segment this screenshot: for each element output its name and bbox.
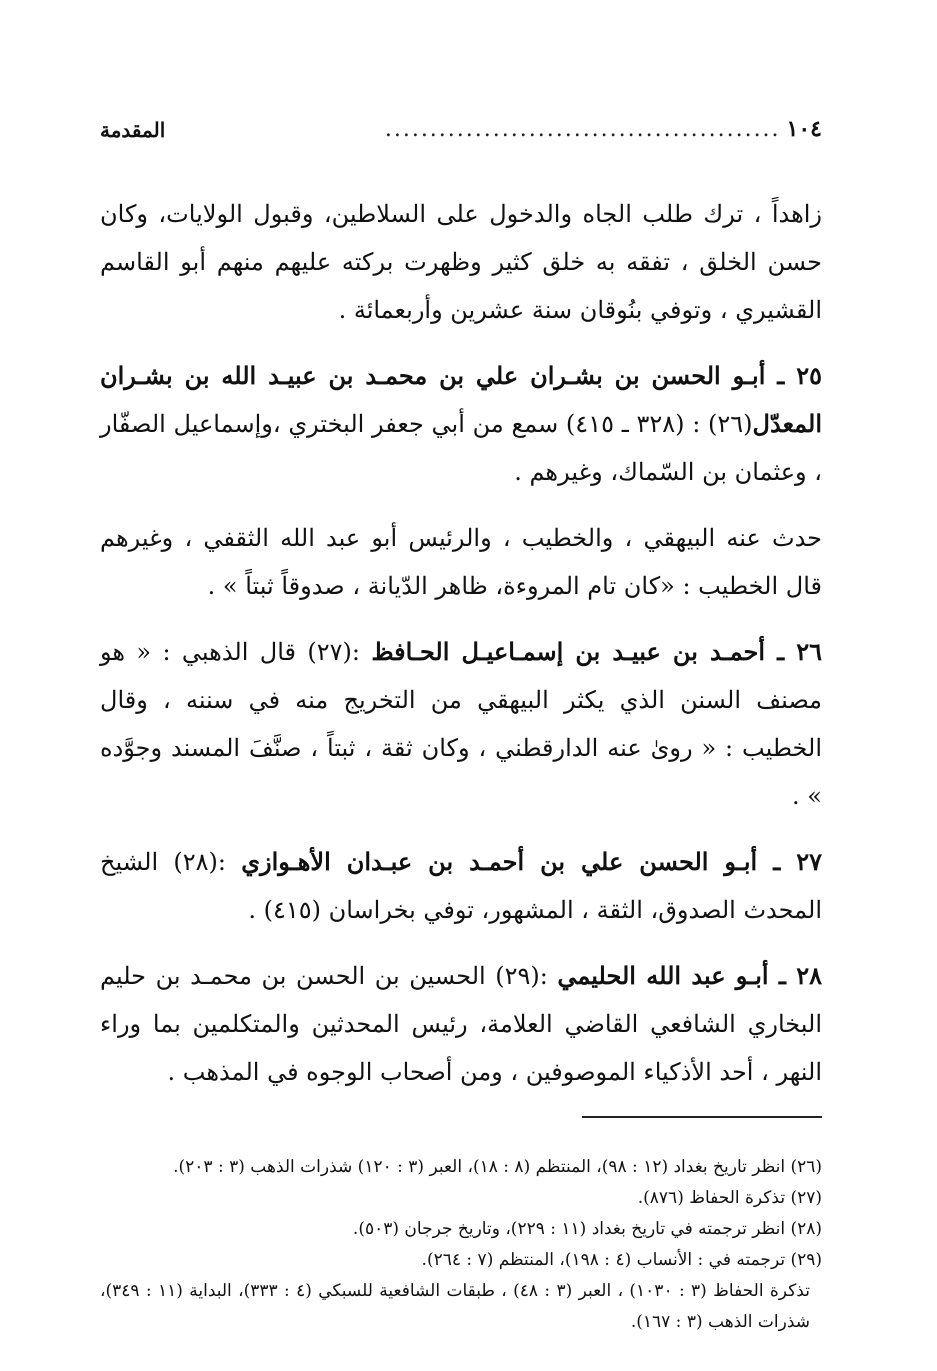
entry-27-text: :(٢٨) الشيخ المحدث الصدوق، الثقة ، المشهور، توفي بخراسان (٤١٥) . [100,848,822,924]
footnote-29: (٢٩) ترجمته في : الأنساب (٤ : ١٩٨)، المنتظم (٧ : ٢٦٤). [421,1250,822,1270]
footnote-28: (٢٨) انظر ترجمته في تاريخ بغداد (١١ : ٢٢٩)، وتاريخ جرجان (٥٠٣). [352,1219,822,1239]
entry-25-text: (٢٦) : (٣٢٨ ـ ٤١٥) سمع من أبي جعفر البختري ،وإسماعيل الصفّار ، وعثمان بن السّماك، وغيرهم . [100,410,822,486]
header-leader-dots: ............................................ [384,117,781,142]
running-header [100,100,822,142]
entry-27-title: ٢٧ ـ أبـو الحسن علي بن أحمـد بن عبـدان الأهـوازي [241,847,822,876]
footnotes [100,1152,822,1338]
entry-26-text: :(٢٧) قال الذهبي : « هو مصنف السنن الذي يكثر البيهقي من التخريج منه في سننه ، وقال الخطيب : « روىٰ عنه الدارقطني ، وكان ثقة ، ثبتاً ، صنَّفَ المسند وجوَّده » . [100,638,822,810]
entry-26-title: ٢٦ ـ أحمـد بن عبيـد بن إسمـاعيـل الحـافظ [371,637,822,666]
footnote-27: (٢٧) تذكرة الحفاظ (٨٧٦). [637,1188,822,1208]
footnote-divider [582,1116,822,1118]
main-text [100,190,822,1096]
paragraph-1-text: زاهداً ، ترك طلب الجاه والدخول على السلاطين، وقبول الولايات، وكان حسن الخلق ، تفقه به خلق كثير وظهرت بركته عليهم منهم أبو القاسم القشيري ، وتوفي بنُوقان سنة عشرين وأربعمائة . [100,200,822,324]
entry-28-title: ٢٨ ـ أبـو عبد الله الحليمي [557,961,822,990]
footnote-26: (٢٦) انظر تاريخ بغداد (١٢ : ٩٨)، المنتظم (٨ : ١٨)، العبر (٣ : ١٢٠) شذرات الذهب (٣ : ٢٠٣). [173,1157,822,1177]
paragraph-1 [100,190,822,334]
entry-28-text: :(٢٩) الحسين بن الحسن بن محمـد بن حليم البخاري الشافعي القاضي العلامة، رئيس المحدثين والمتكلمين بما وراء النهر ، أحد الأذكياء الموصوفين ، ومن أصحاب الوجوه في المذهب . [100,962,822,1086]
entry-25-title: ٢٥ ـ أبـو الحسن بن بشـران علي بن محمـد بن عبيـد الله بن بشـران المعدّل [100,361,823,438]
footnote-29-continued: تذكرة الحفاظ (٣ : ١٠٣٠) ، العبر (٣ : ٤٨) ، طبقات الشافعية للسبكي (٤ : ٣٣٣)، البداية (١١ : ٣٤٩)، شذرات الذهب (٣ : ١٦٧). [100,1281,810,1332]
entry-28 [100,952,822,1096]
page-number: ١٠٤ [786,116,822,142]
book-page [100,100,822,1338]
entry-25 [100,352,822,496]
entry-26 [100,628,822,820]
paragraph-3 [100,514,822,610]
section-title: المقدمة [100,118,166,142]
entry-27 [100,838,822,934]
paragraph-3-text: حدث عنه البيهقي ، والخطيب ، والرئيس أبو عبد الله الثقفي ، وغيرهم قال الخطيب : «كان تام المروءة، ظاهر الدّيانة ، صدوقاً ثبتاً » . [100,524,822,600]
